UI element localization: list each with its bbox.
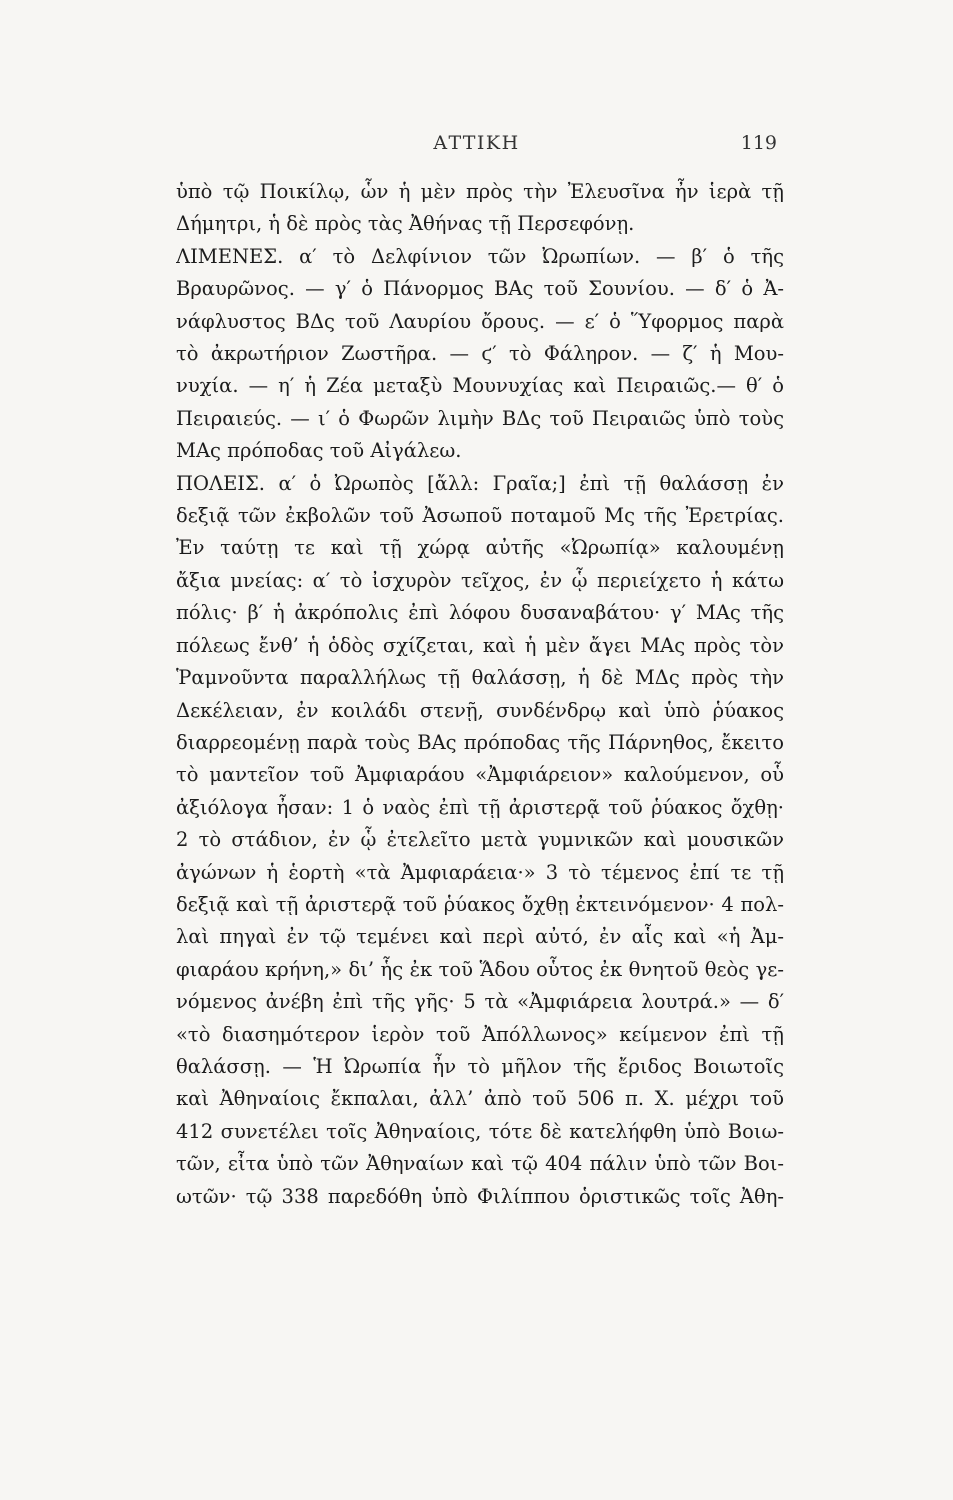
text-line: Ἐν ταύτῃ τε καὶ τῇ χώρᾳ αὐτῆς «Ὠρωπίᾳ» καλουμένῃ [176, 536, 784, 560]
text-line: καὶ Ἀθηναίοις ἔκπαλαι, ἀλλ’ ἀπὸ τοῦ 506 π. Χ. μέχρι τοῦ [176, 1087, 784, 1111]
text-line: ΠΟΛΕΙΣ. α′ ὁ Ὠρωπὸς [ἄλλ: Γραῖα;] ἐπὶ τῇ θαλάσσῃ ἐν [176, 471, 784, 495]
text-line: δεξιᾷ τῶν ἐκβολῶν τοῦ Ἀσωποῦ ποταμοῦ Μς τῆς Ἐρετρίας. [176, 504, 784, 528]
text-line: νυχία. — η′ ἡ Ζέα μεταξὺ Μουνυχίας καὶ Πειραιῶς.— θ′ ὁ [176, 374, 784, 398]
text-line: λαὶ πηγαὶ ἐν τῷ τεμένει καὶ περὶ αὐτό, ἐν αἷς καὶ «ἡ Ἀμ- [176, 925, 784, 949]
text-line: τῶν, εἶτα ὑπὸ τῶν Ἀθηναίων καὶ τῷ 404 πάλιν ὑπὸ τῶν Βοι- [176, 1152, 784, 1176]
text-line: ἄξια μνείας: α′ τὸ ἰσχυρὸν τεῖχος, ἐν ᾧ περιείχετο ἡ κάτω [176, 568, 784, 592]
text-line: φιαράου κρήνη,» δι’ ἧς ἐκ τοῦ Ἅδου οὗτος ἐκ θνητοῦ θεὸς γε- [176, 957, 784, 981]
text-line: δεξιᾷ καὶ τῇ ἀριστερᾷ τοῦ ῥύακος ὄχθῃ ἐκτεινόμενον· 4 πολ- [176, 892, 784, 916]
text-line: Βραυρῶνος. — γ′ ὁ Πάνορμος ΒΑς τοῦ Σουνίου. — δ′ ὁ Ἀ- [176, 277, 784, 301]
text-line: πόλις· β′ ἡ ἀκρόπολις ἐπὶ λόφου δυσαναβάτου· γ′ ΜΑς τῆς [176, 601, 784, 625]
text-line: 2 τὸ στάδιον, ἐν ᾧ ἐτελεῖτο μετὰ γυμνικῶν καὶ μουσικῶν [176, 828, 784, 852]
text-line: θαλάσσῃ. — Ἡ Ὠρωπία ἦν τὸ μῆλον τῆς ἔριδος Βοιωτοῖς [176, 1054, 784, 1078]
text-line: ΜΑς πρόποδας τοῦ Αἰγάλεω. [176, 439, 462, 463]
body-text [176, 176, 784, 1213]
text-line: ωτῶν· τῷ 338 παρεδόθη ὑπὸ Φιλίππου ὁριστικῶς τοῖς Ἀθη- [176, 1184, 784, 1208]
text-line: Δεκέλειαν, ἐν κοιλάδι στενῇ, συνδένδρῳ καὶ ὑπὸ ῥύακος [176, 698, 784, 722]
text-line: ἀξιόλογα ἦσαν: 1 ὁ ναὸς ἐπὶ τῇ ἀριστερᾷ τοῦ ῥύακος ὄχθῃ· [176, 795, 784, 819]
text-line: νόμενος ἀνέβη ἐπὶ τῆς γῆς· 5 τὰ «Ἀμφιάρεια λουτρά.» — δ′ [176, 990, 784, 1014]
text-line: Πειραιεύς. — ι′ ὁ Φωρῶν λιμὴν ΒΔς τοῦ Πειραιῶς ὑπὸ τοὺς [176, 406, 784, 430]
text-line: τὸ ἀκρωτήριον Ζωστῆρα. — ϛ′ τὸ Φάληρον. — ζ′ ἡ Μου- [176, 342, 784, 366]
text-line: 412 συνετέλει τοῖς Ἀθηναίοις, τότε δὲ κατελήφθη ὑπὸ Βοιω- [176, 1119, 784, 1143]
text-line: νάφλυστος ΒΔς τοῦ Λαυρίου ὄρους. — ε′ ὁ Ὕφορμος παρὰ [176, 309, 784, 333]
text-line: πόλεως ἔνθ’ ἡ ὁδὸς σχίζεται, καὶ ἡ μὲν ἄγει ΜΑς πρὸς τὸν [176, 633, 784, 657]
running-head: ΑΤΤΙΚΗ [433, 132, 520, 154]
text-line: Δήμητρι, ἡ δὲ πρὸς τὰς Ἀθήνας τῇ Περσεφόνῃ. [176, 212, 635, 236]
text-line: διαρρεομένῃ παρὰ τοὺς ΒΑς πρόποδας τῆς Πάρνηθος, ἔκειτο [176, 730, 784, 754]
text-line: Ῥαμνοῦντα παραλλήλως τῇ θαλάσσῃ, ἡ δὲ ΜΔς πρὸς τὴν [176, 666, 784, 690]
page-number: 119 [740, 132, 777, 154]
text-line: ΛΙΜΕΝΕΣ. α′ τὸ Δελφίνιον τῶν Ὠρωπίων. — β′ ὁ τῆς [176, 244, 784, 268]
text-line: ὑπὸ τῷ Ποικίλῳ, ὧν ἡ μὲν πρὸς τὴν Ἐλευσῖνα ἦν ἱερὰ τῇ [176, 180, 784, 203]
text-line: ἀγώνων ἡ ἑορτὴ «τὰ Ἀμφιαράεια·» 3 τὸ τέμενος ἐπί τε τῇ [176, 860, 784, 884]
text-line: τὸ μαντεῖον τοῦ Ἀμφιαράου «Ἀμφιάρειον» καλούμενον, οὗ [176, 763, 784, 787]
text-line: «τὸ διασημότερον ἱερὸν τοῦ Ἀπόλλωνος» κείμενον ἐπὶ τῇ [176, 1022, 784, 1046]
